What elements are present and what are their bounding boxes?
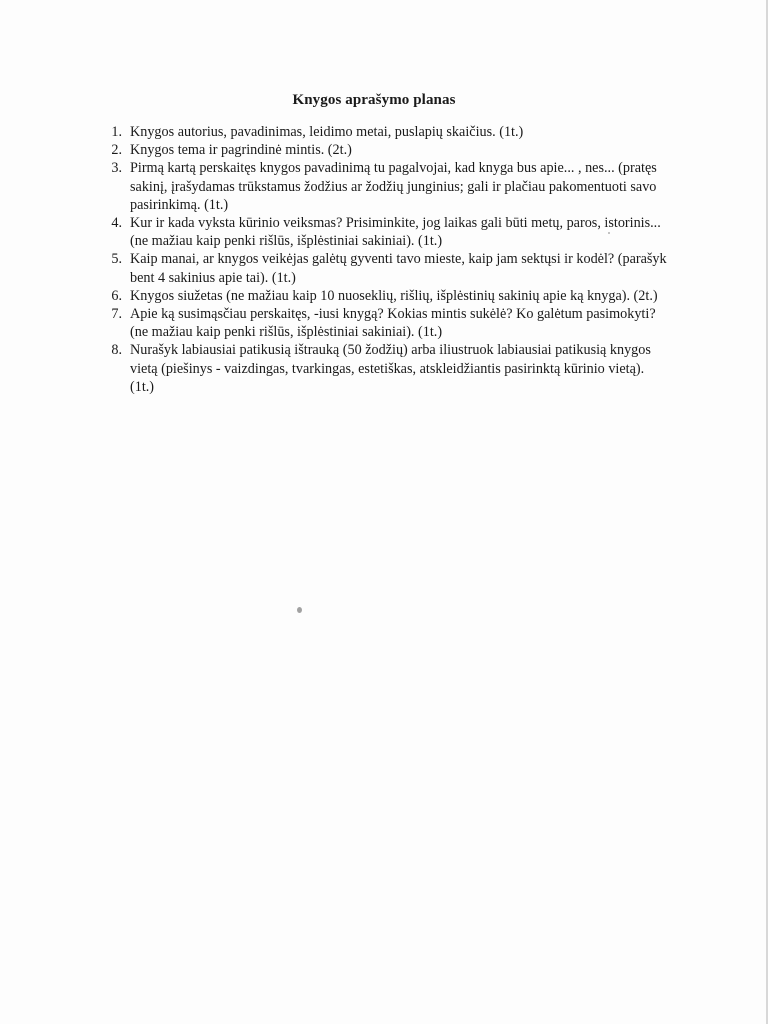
list-item [100, 341, 670, 396]
item-text: Kaip manai, ar knygos veikėjas galėtų gyventi tavo mieste, kaip jam sektųsi ir kodėl? (parašyk bent 4 sakinius apie tai). (1t.) [130, 251, 667, 286]
item-number: 3. [111, 160, 122, 177]
item-number: 1. [111, 124, 122, 140]
list-item [100, 123, 670, 141]
list-item [100, 250, 670, 286]
item-number: 4. [111, 215, 122, 232]
item-number: 7. [111, 306, 122, 323]
document-title: Knygos aprašymo planas [292, 92, 456, 108]
item-number: 2. [111, 142, 122, 159]
item-text: Pirmą kartą perskaitęs knygos pavadinimą tu pagalvojai, kad knyga bus apie... , nes... (pratęs sakinį, įrašydamas trūkstamus žodžius ar žodžių junginius; gali ir plačiau pakomentuoti savo pasirinkimą. (1t.) [130, 160, 657, 213]
item-text: Kur ir kada vyksta kūrinio veiksmas? Prisiminkite, jog laikas gali būti metų, paros, istorinis... (ne mažiau kaip penki rišlūs, išplėstiniai sakiniai). (1t.) [130, 215, 661, 250]
list-item [100, 214, 670, 250]
item-text: Knygos autorius, pavadinimas, leidimo metai, puslapių skaičius. (1t.) [130, 124, 524, 140]
list-item [100, 159, 670, 214]
scan-speck [297, 607, 302, 613]
item-text: Knygos siužetas (ne mažiau kaip 10 nuoseklių, rišlių, išplėstinių sakinių apie ką knyga). (2t.) [130, 287, 658, 304]
item-text: Apie ką susimąsčiau perskaitęs, -iusi knygą? Kokias mintis sukėlė? Ko galėtum pasimokyti? (ne mažiau kaip penki rišlūs, išplėstiniai sakiniai). (1t.) [130, 306, 656, 341]
plan-list [100, 123, 670, 396]
scan-speck [608, 232, 610, 234]
item-text: Knygos tema ir pagrindinė mintis. (2t.) [130, 142, 352, 159]
item-number: 5. [111, 251, 122, 268]
list-item [100, 287, 670, 305]
item-number: 8. [111, 342, 122, 359]
list-item [100, 141, 670, 159]
item-number: 6. [111, 287, 122, 304]
list-item [100, 305, 670, 341]
item-text: Nurašyk labiausiai patikusią ištrauką (50 žodžių) arba iliustruok labiausiai patikusią knygos vietą (piešinys - vaizdingas, tvarkingas, estetiškas, atskleidžiantis pasirinktą kūrinio vietą). (1t.) [130, 342, 651, 395]
